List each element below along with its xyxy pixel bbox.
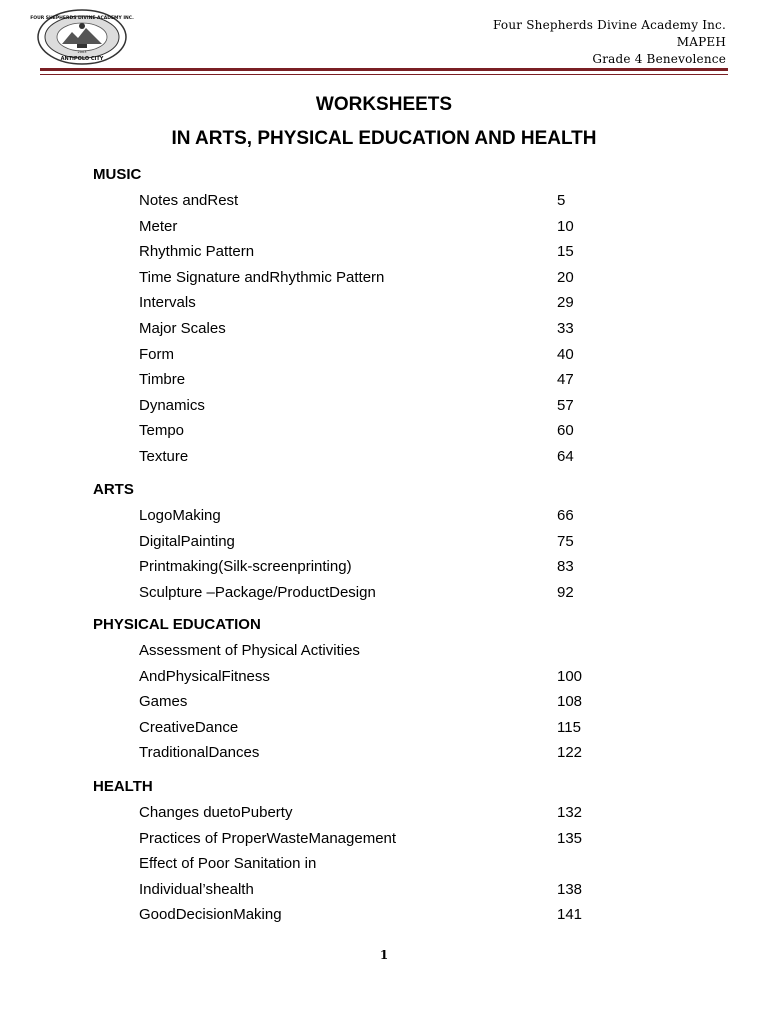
document-subtitle: IN ARTS, PHYSICAL EDUCATION AND HEALTH <box>171 128 597 149</box>
toc-entry-title: LogoMaking <box>139 507 221 524</box>
toc-entry <box>139 804 599 821</box>
toc-entry-title: AndPhysicalFitness <box>139 667 270 685</box>
toc-entry <box>139 830 599 847</box>
toc-entry-title: DigitalPainting <box>139 532 235 550</box>
toc-entry <box>139 218 599 235</box>
toc-entry-page: 47 <box>557 371 574 389</box>
toc-entry-page: 92 <box>557 583 574 601</box>
school-header <box>493 17 726 68</box>
toc-entry-title: Time Signature andRhythmic Pattern <box>139 268 385 286</box>
toc-entry-page: 57 <box>557 396 574 414</box>
toc-entry <box>139 642 599 659</box>
toc-entry-page: 75 <box>557 532 574 550</box>
toc-entry-title: Notes andRest <box>139 192 239 209</box>
toc-entry-title: Timbre <box>139 371 186 389</box>
toc-entry <box>139 320 599 337</box>
toc-entry-title: TraditionalDances <box>139 744 260 762</box>
toc-entry-page: 135 <box>557 829 583 847</box>
toc-entry-page: 29 <box>557 294 574 312</box>
toc-entry-page: 132 <box>557 804 583 821</box>
toc-entry-title: CreativeDance <box>139 718 239 736</box>
page-number: 1 <box>379 948 389 962</box>
toc-entry-page: 40 <box>557 345 574 363</box>
toc-entry-title: Practices of ProperWasteManagement <box>139 829 397 847</box>
logo-top-text: FOUR SHEPHERDS DIVINE ACADEMY INC. <box>30 16 134 21</box>
toc-entry-page: 66 <box>557 507 574 524</box>
header-divider-thin <box>40 74 728 75</box>
toc-entry <box>139 881 599 898</box>
toc-entry-title: Meter <box>139 217 178 235</box>
toc-entry-title: Intervals <box>139 294 196 312</box>
toc-entry <box>139 668 599 685</box>
toc-entry-page: 122 <box>557 744 583 762</box>
toc-entry <box>139 693 599 710</box>
toc-entry-title: Effect of Poor Sanitation in <box>139 855 317 873</box>
toc-entry-page: 15 <box>557 243 574 261</box>
toc-entry <box>139 448 599 465</box>
toc-entry <box>139 507 599 524</box>
toc-entry <box>139 243 599 260</box>
toc-entry <box>139 533 599 550</box>
toc-entry-title: Major Scales <box>139 320 226 337</box>
toc-entry-title: Individual’shealth <box>139 880 254 898</box>
logo-year: 2003 <box>77 50 87 54</box>
toc-entry-page: 60 <box>557 422 574 440</box>
section-heading: MUSIC <box>93 166 142 183</box>
toc-entry-title: Assessment of Physical Activities <box>139 642 360 659</box>
section-heading: HEALTH <box>93 778 153 795</box>
section-heading: PHYSICAL EDUCATION <box>93 616 261 633</box>
document-title: WORKSHEETS <box>315 94 453 115</box>
toc-entry-page: 64 <box>557 448 574 465</box>
toc-entry <box>139 371 599 388</box>
logo-bottom-text: ANTIPOLO CITY <box>60 56 104 62</box>
toc-entry <box>139 397 599 414</box>
toc-entry-title: Rhythmic Pattern <box>139 243 255 261</box>
toc-entry <box>139 906 599 923</box>
school-name: Four Shepherds Divine Academy Inc. <box>493 18 726 32</box>
toc-entry-title: Sculpture –Package/ProductDesign <box>139 583 376 601</box>
toc-entry-title: Tempo <box>139 422 185 440</box>
toc-entry-page: 138 <box>557 880 583 898</box>
toc-entry-page: 5 <box>557 192 566 209</box>
toc-entry <box>139 584 599 601</box>
toc-entry <box>139 192 599 209</box>
toc-entry-title: GoodDecisionMaking <box>139 906 282 924</box>
grade-section: Grade 4 Benevolence <box>592 52 726 66</box>
toc-entry <box>139 744 599 761</box>
toc-entry-title: Printmaking(Silk-screenprinting) <box>139 558 352 576</box>
subject-name: MAPEH <box>676 35 726 49</box>
toc-entry-page: 20 <box>557 268 574 286</box>
toc-entry-page: 33 <box>557 320 574 337</box>
toc-entry <box>139 719 599 736</box>
toc-entry-page: 108 <box>557 693 583 711</box>
toc-entry-title: Games <box>139 693 188 711</box>
toc-entry-title: Dynamics <box>139 396 205 414</box>
toc-entry-page: 83 <box>557 558 574 576</box>
section-heading: ARTS <box>93 481 134 498</box>
school-seal-logo <box>30 8 134 66</box>
toc-entry <box>139 294 599 311</box>
header-divider-thick <box>40 68 728 71</box>
toc-entry <box>139 855 599 872</box>
toc-entry-title: Texture <box>139 448 189 465</box>
toc-entry-title: Form <box>139 345 174 363</box>
toc-entry-page: 100 <box>557 667 583 685</box>
toc-entry-page: 10 <box>557 217 574 235</box>
toc-entry <box>139 346 599 363</box>
toc-entry-page: 115 <box>557 718 581 736</box>
toc-entry <box>139 422 599 439</box>
toc-entry <box>139 269 599 286</box>
toc-entry-page: 141 <box>557 906 583 924</box>
toc-entry-title: Changes duetoPuberty <box>139 804 293 821</box>
toc-entry <box>139 558 599 575</box>
